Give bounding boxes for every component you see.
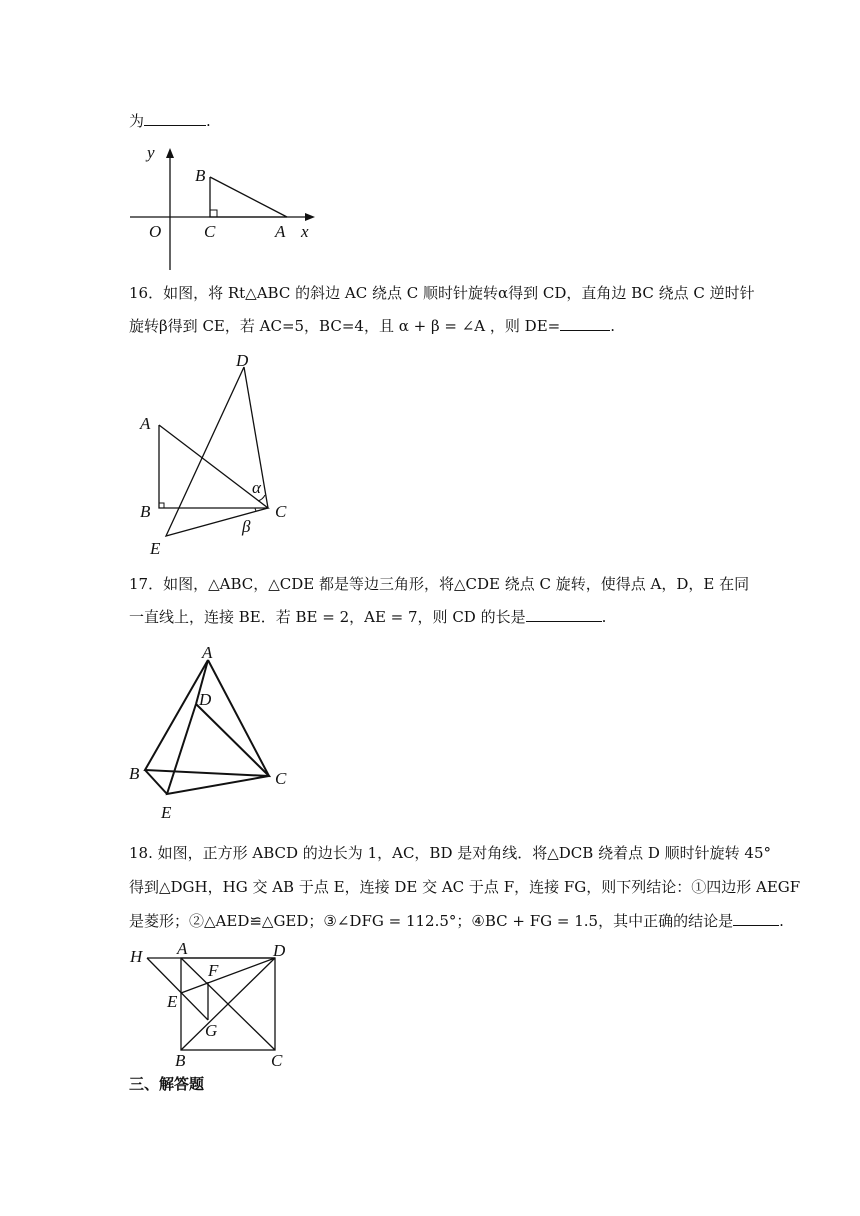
label-a: A (177, 939, 188, 958)
q18-tail-punct: . (779, 912, 784, 930)
section-heading: 三、解答题 (129, 1075, 205, 1093)
label-b: B (140, 502, 151, 521)
label-g: G (205, 1021, 218, 1040)
label-c: C (275, 502, 287, 521)
figure-q18 (125, 938, 295, 1068)
label-y: y (147, 143, 155, 162)
q17-tail-punct: . (601, 608, 607, 626)
label-c: C (204, 222, 216, 241)
y-axis-arrow (166, 148, 174, 158)
label-d: D (236, 351, 249, 370)
label-a: A (202, 643, 213, 662)
q16-tail-punct: . (610, 317, 615, 335)
label-alpha: α (252, 478, 261, 497)
q17-line-2-text: 一直线上，连接 BE．若 BE = 2，AE = 7，则 CD 的长是 (129, 608, 526, 626)
right-angle-mark (159, 503, 164, 508)
q16-line-2-text: 旋转β得到 CE，若 AC=5，BC=4，且 α + β = ∠A ，则 DE= (129, 317, 561, 335)
q15-lead-text: 为 (129, 112, 145, 130)
label-e: E (167, 992, 178, 1011)
label-h: H (130, 947, 143, 966)
label-x: x (301, 222, 309, 241)
q15-tail-punct: . (206, 112, 211, 130)
triangle-abc (210, 177, 287, 217)
label-a: A (275, 222, 286, 241)
q18-line-3-text: 是菱形；②△AED≌△GED；③∠DFG = 112.5°；④BC + FG = 1.5，其中正确的结论是 (129, 912, 734, 930)
q18-line-1: 18. 如图，正方形 ABCD 的边长为 1，AC，BD 是对角线．将△DCB 绕着点 D 顺时针旋转 45° (129, 844, 771, 862)
q17-line-2 (129, 607, 606, 627)
q18-line-2: 得到△DGH，HG 交 AB 于点 E，连接 DE 交 AC 于点 F，连接 FG，则下列结论：①四边形 AEGF (129, 878, 801, 896)
q15-tail-line (129, 111, 211, 131)
x-axis-arrow (305, 213, 315, 221)
q18-line-3 (129, 911, 784, 931)
q17-answer-blank (526, 607, 602, 622)
label-b: B (175, 1051, 186, 1068)
label-a: A (140, 414, 151, 433)
triangle-dce (166, 367, 268, 536)
label-d: D (199, 690, 212, 709)
label-b: B (129, 764, 140, 783)
segment-hg (147, 958, 208, 1020)
right-angle-mark (210, 210, 217, 217)
label-e: E (150, 539, 161, 558)
label-d: D (273, 941, 286, 960)
q16-line-2 (129, 316, 615, 336)
label-e: E (161, 803, 172, 822)
q15-answer-blank (144, 111, 206, 126)
figure-q17 (125, 638, 300, 826)
label-f: F (208, 961, 219, 980)
label-o: O (149, 222, 162, 241)
segment-be (145, 770, 167, 794)
q16-line-1: 16．如图，将 Rt△ABC 的斜边 AC 绕点 C 顺时针旋转α得到 CD，直角边 BC 绕点 C 逆时针 (129, 284, 755, 302)
label-c: C (275, 769, 287, 788)
label-b: B (195, 166, 206, 185)
figure-q15 (125, 140, 325, 275)
q18-answer-blank (733, 911, 779, 926)
q16-answer-blank (560, 316, 610, 331)
label-c: C (271, 1051, 283, 1068)
label-beta: β (242, 517, 251, 536)
q17-line-1: 17．如图，△ABC，△CDE 都是等边三角形，将△CDE 绕点 C 旋转，使得点 A，D，E 在同 (129, 575, 750, 593)
segment-de (181, 958, 275, 993)
figure-q16 (130, 345, 305, 560)
